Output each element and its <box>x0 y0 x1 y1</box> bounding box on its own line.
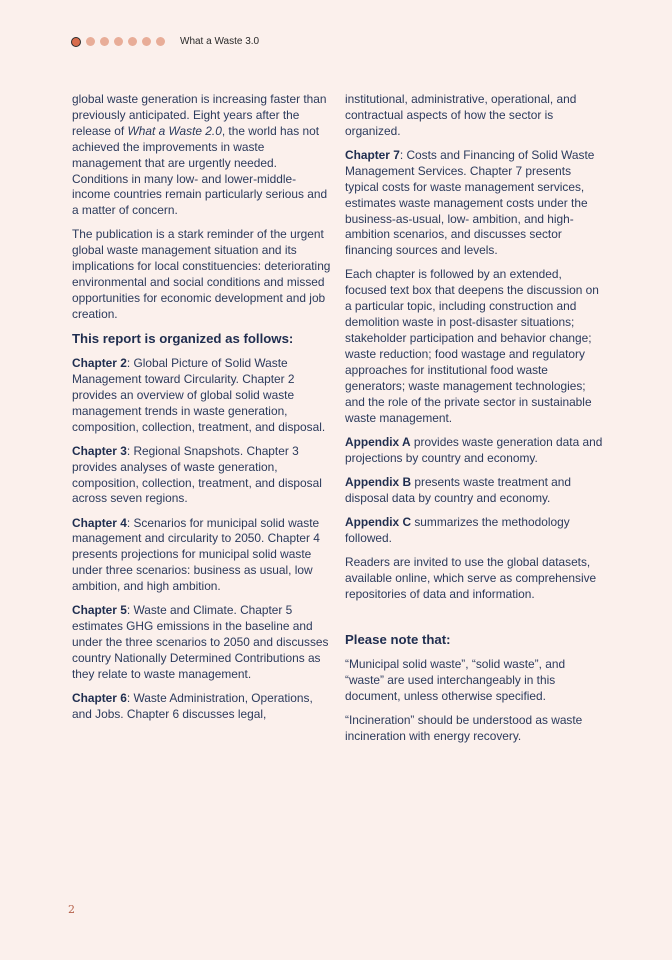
text-run: global waste generation is increasing faster than previously anticipated. Eight years after the release of <box>72 92 327 138</box>
publication-title: What a Waste 2.0 <box>127 123 222 138</box>
appendix-c-entry <box>345 515 603 547</box>
chapter-6-continuation: institutional, administrative, operational, and contractual aspects of how the sector is organized. <box>345 92 577 138</box>
chapter-5-entry <box>72 603 332 683</box>
chapter-6-entry <box>72 691 332 723</box>
left-column <box>72 92 332 731</box>
appendix-label: Appendix A <box>345 434 411 449</box>
note-item: “Municipal solid waste”, “solid waste”, and “waste” are used interchangeably in this document, unless otherwise specified. <box>345 657 566 704</box>
note-item: “Incineration” should be understood as waste incineration with energy recovery. <box>345 713 583 744</box>
chapter-label: Chapter 5 <box>72 603 127 618</box>
chapter-description: : Scenarios for municipal solid waste management and circularity to 2050. Chapter 4 presents projections for municipal solid waste under three scenarios: business as usual, low ambition, and high ambition. <box>72 515 320 594</box>
chapter-7-entry <box>345 148 603 259</box>
chapter-2-entry <box>72 356 332 436</box>
right-column <box>345 92 603 753</box>
appendix-description: summarizes the methodology followed. <box>345 514 570 545</box>
section-subheading: This report is organized as follows: <box>72 331 294 347</box>
appendix-b-entry <box>345 475 603 507</box>
chapter-label: Chapter 7 <box>345 147 400 162</box>
progress-dot <box>114 37 123 46</box>
progress-dot-active <box>71 37 81 47</box>
chapter-3-entry <box>72 444 332 508</box>
running-header <box>71 36 259 47</box>
appendix-label: Appendix B <box>345 474 412 489</box>
appendix-label: Appendix C <box>345 514 412 529</box>
note-heading: Please note that: <box>345 632 451 648</box>
chapter-label: Chapter 4 <box>72 515 127 530</box>
chapter-description: : Costs and Financing of Solid Waste Management Services. Chapter 7 presents typical costs for waste management services, estimates waste management costs under the business-as-usual, low- ambition, and high-ambition scenarios, and discusses sector financing sources and levels. <box>345 147 595 258</box>
chapter-description: : Waste Administration, Operations, and Jobs. Chapter 6 discusses legal, <box>72 690 313 721</box>
text-run: , the world has not achieved the improvements in waste management that are urgently needed. Conditions in many low- and lower-middle-income countries remain particularly serious and a matter of concern. <box>72 123 328 218</box>
chapter-description: : Regional Snapshots. Chapter 3 provides analyses of waste generation, composition, collection, treatment, and disposal across seven regions. <box>72 443 322 506</box>
appendix-description: presents waste treatment and disposal data by country and economy. <box>345 474 572 505</box>
chapter-label: Chapter 6 <box>72 690 127 705</box>
progress-dot <box>128 37 137 46</box>
appendix-description: provides waste generation data and projections by country and economy. <box>345 434 603 465</box>
chapter-label: Chapter 3 <box>72 443 127 458</box>
chapter-4-entry <box>72 516 332 596</box>
reminder-paragraph: The publication is a stark reminder of the urgent global waste management situation and its implications for local constituencies: deteriorating environmental and social conditions and missed opportunities for economic development and job creation. <box>72 227 331 321</box>
progress-dot <box>86 37 95 46</box>
chapter-description: : Global Picture of Solid Waste Management toward Circularity. Chapter 2 provides an overview of global solid waste management trends in waste generation, composition, collection, treatment, and disposal. <box>72 355 326 434</box>
chapter-label: Chapter 2 <box>72 355 127 370</box>
document-title: What a Waste 3.0 <box>180 36 260 47</box>
progress-dot <box>100 37 109 46</box>
page-number: 2 <box>68 903 75 916</box>
appendix-a-entry <box>345 435 603 467</box>
progress-dot <box>142 37 151 46</box>
progress-dot <box>156 37 165 46</box>
readers-paragraph: Readers are invited to use the global datasets, available online, which serve as comprehensive repositories of data and information. <box>345 554 597 601</box>
text-boxes-paragraph: Each chapter is followed by an extended, focused text box that deepens the discussion on a particular topic, including construction and demolition waste in post-disaster situations; stakeholder participation and behavior change; waste reduction; food wastage and regulatory approaches for institutional food waste generators; waste management technologies; and the role of the private sector in sustainable waste management. <box>345 267 599 425</box>
intro-paragraph <box>72 92 332 219</box>
chapter-description: : Waste and Climate. Chapter 5 estimates GHG emissions in the baseline and under the three scenarios to 2050 and discusses country Nationally Determined Contributions as they relate to waste management. <box>72 603 329 681</box>
